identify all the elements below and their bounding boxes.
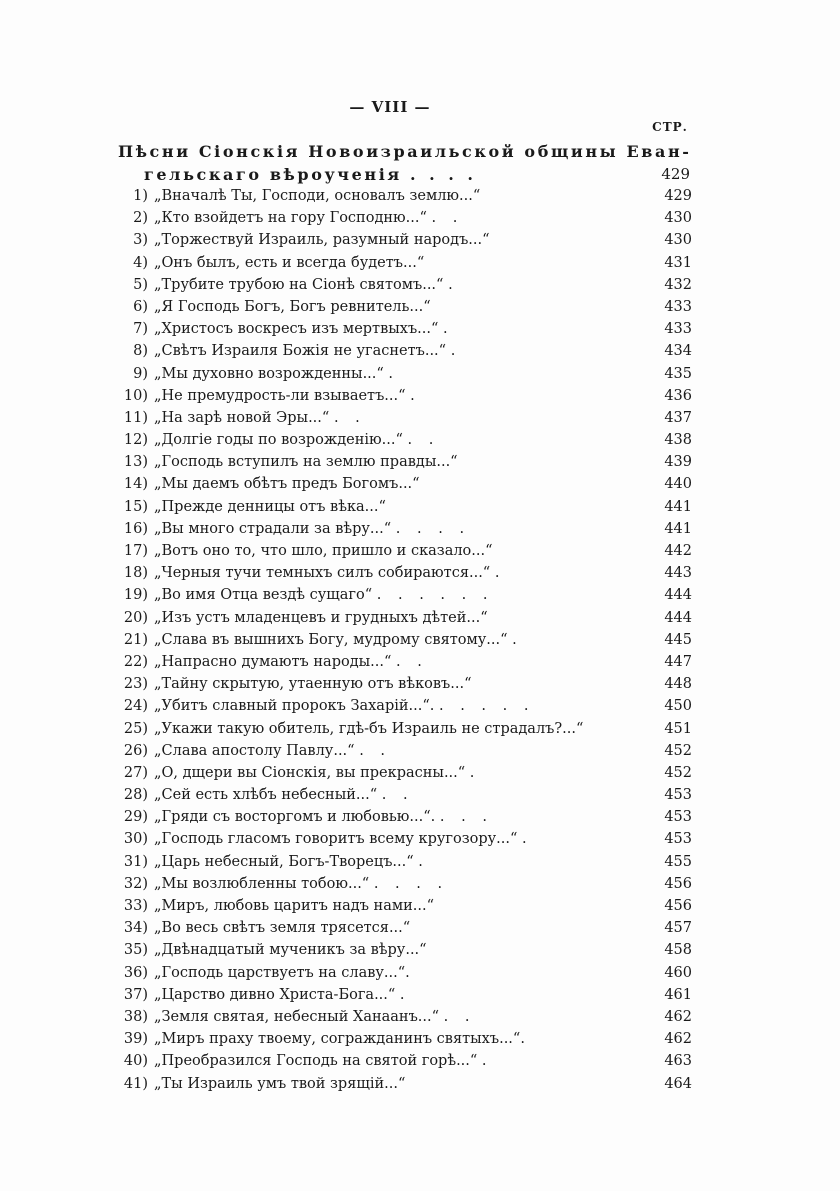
toc-entry-title [154, 584, 493, 606]
toc-entry-title [154, 695, 534, 717]
toc-entry-number: 29) [123, 809, 148, 826]
toc-entry-number: 19) [123, 587, 148, 604]
toc-entry-dots: . . [333, 409, 366, 426]
toc-entry-title [154, 806, 493, 828]
toc-entry [100, 318, 700, 340]
toc-entry [100, 984, 700, 1006]
toc-entry-title-text: „Царь небесный, Богъ-Творецъ...“ [154, 853, 414, 870]
toc-entry-number: 2) [133, 210, 148, 227]
toc-entry-number: 4) [133, 254, 148, 271]
toc-entry-number: 13) [123, 454, 148, 471]
toc-entry-dots: . . . . [395, 520, 471, 537]
toc-entry-page: 463 [664, 1053, 692, 1070]
toc-entry-title [154, 762, 480, 784]
toc-entry-number: 8) [133, 343, 148, 360]
toc-entry-title [154, 185, 480, 207]
toc-entry-dots: . . . [439, 809, 493, 826]
toc-entry-title-text: „Напрасно думаютъ народы...“ [154, 653, 392, 670]
toc-entry-title [154, 651, 428, 673]
toc-entry-title-text: „О, дщери вы Сіонскія, вы прекрасны...“ [154, 764, 466, 781]
toc-entry-number: 32) [123, 875, 148, 892]
toc-entry-dots: . [448, 276, 459, 293]
toc-entry [100, 451, 700, 473]
toc-entry-title [154, 296, 431, 318]
toc-entry-number: 15) [123, 498, 148, 515]
toc-entry-dots: . . [381, 787, 414, 804]
toc-entry-title [154, 984, 411, 1006]
toc-entry-title [154, 851, 429, 873]
toc-entry-number: 3) [133, 232, 148, 249]
toc-entry-title-text: „Вначалѣ Ты, Господи, основалъ землю...“ [154, 188, 481, 204]
toc-entry-page: 444 [664, 587, 692, 604]
toc-entry [100, 695, 700, 717]
toc-entry-title-text: „Мы даемъ обѣтъ предъ Богомъ...“ [154, 476, 420, 493]
toc-entry-title [154, 496, 386, 518]
toc-entry-page: 437 [664, 409, 692, 426]
toc-entry-page: 444 [664, 609, 692, 626]
toc-entry-page: 453 [664, 809, 692, 826]
toc-entry-page: 456 [664, 898, 692, 914]
toc-entry-number: 25) [123, 720, 148, 737]
toc-entry-title-text: „Господь гласомъ говоритъ всему кругозору...“ [154, 831, 518, 848]
toc-entry-page: 462 [664, 1008, 692, 1025]
toc-entry-title-text: „Вотъ оно то, что шло, пришло и сказало...“ [154, 543, 493, 559]
toc-entry-page: 457 [664, 920, 692, 937]
toc-entry-page: 451 [664, 720, 692, 737]
toc-entry-title [154, 207, 463, 229]
toc-entry-title [154, 673, 472, 695]
toc-entry-number: 28) [123, 787, 148, 804]
toc-entry-page: 433 [664, 321, 692, 338]
toc-entry-title-text: „Укажи такую обитель, гдѣ-бъ Израиль не страдалъ?...“ [154, 720, 584, 737]
toc-entry-number: 37) [123, 986, 148, 1003]
toc-entry-number: 1) [133, 188, 148, 204]
toc-entry-dots: . . [359, 742, 392, 759]
toc-entry-title-text: „Слава апостолу Павлу...“ [154, 742, 355, 759]
toc-entry-title-text: „Двѣнадцатый мученикъ за вѣру...“ [154, 942, 427, 959]
toc-entry [100, 407, 700, 429]
toc-entry-page: 441 [664, 520, 692, 537]
toc-entry-number: 7) [133, 321, 148, 338]
section-heading [118, 140, 698, 186]
toc-entry-title-text: „Не премудрость-ли взываетъ...“ [154, 387, 406, 404]
toc-entry-title [154, 1028, 525, 1050]
toc-entry-number: 20) [123, 609, 148, 626]
toc-entry-title-text: „Онъ былъ, есть и всегда будетъ...“ [154, 254, 425, 271]
toc-entry-title [154, 917, 410, 939]
toc-entry-title-text: „Преобразился Господь на святой горѣ...“ [154, 1053, 478, 1070]
toc-entry-title [154, 962, 410, 984]
toc-entry-dots: . . [407, 432, 440, 449]
toc-entry-dots: . . . . [373, 875, 449, 892]
toc-entry [100, 851, 700, 873]
toc-entry-page: 452 [664, 764, 692, 781]
toc-entry-page: 453 [664, 831, 692, 848]
toc-entry-number: 30) [123, 831, 148, 848]
toc-entry-title-text: „Гряди съ восторгомъ и любовью...“. [154, 809, 436, 826]
toc-entry-number: 16) [123, 520, 148, 537]
page-number: — VIII — [349, 98, 431, 116]
toc-entry [100, 385, 700, 407]
section-page-number: 429 [661, 165, 690, 183]
toc-entry [100, 629, 700, 651]
toc-entry-title [154, 451, 458, 473]
toc-entry-number: 24) [123, 698, 148, 715]
toc-entry [100, 518, 700, 540]
toc-entry-dots: . [399, 986, 411, 1003]
toc-entry-dots: . . [431, 210, 464, 227]
toc-entry-title-text: „Господь царствуетъ на славу...“. [154, 964, 410, 981]
toc-entry [100, 873, 700, 895]
toc-entry-page: 461 [664, 986, 692, 1003]
section-title-dots: . . . . [409, 165, 477, 184]
toc-entry-title [154, 518, 470, 540]
toc-entry-title-text: „Миръ праху твоему, согражданинъ святыхъ...“. [154, 1031, 525, 1048]
toc-entry-number: 18) [123, 565, 148, 582]
toc-entry [100, 207, 700, 229]
toc-entry-title [154, 629, 523, 651]
toc-entry [100, 429, 700, 451]
toc-entry-number: 17) [123, 543, 148, 559]
toc-entry-number: 11) [123, 409, 148, 426]
toc-entry-title [154, 718, 583, 740]
toc-entry [100, 828, 700, 850]
toc-entry-number: 39) [123, 1031, 148, 1048]
toc-entry-page: 452 [664, 742, 692, 759]
toc-entry [100, 1028, 700, 1050]
toc-entry-title-text: „Во весь свѣтъ земля трясется...“ [154, 920, 411, 937]
toc-entry-dots: . [418, 853, 429, 870]
toc-entry [100, 718, 700, 740]
toc-entry [100, 740, 700, 762]
toc-entry-title-text: „Христосъ воскресъ изъ мертвыхъ...“ [154, 321, 439, 338]
toc-entry [100, 607, 700, 629]
toc-entry-title-text: „Кто взойдетъ на гору Господню...“ [154, 210, 427, 227]
section-title-line-1: Пѣсни Сіонскія Новоизраильской общины Еван- [118, 142, 692, 161]
toc-entry-title [154, 740, 391, 762]
toc-entry-title-text: „Миръ, любовь царитъ надъ нами...“ [154, 898, 435, 914]
toc-entry [100, 274, 700, 296]
toc-entry [100, 1050, 700, 1072]
toc-entry-page: 443 [664, 565, 692, 582]
toc-entry [100, 962, 700, 984]
toc-entry-number: 14) [123, 476, 148, 493]
toc-entry [100, 1006, 700, 1028]
toc-entry-title-text: „Прежде денницы отъ вѣка...“ [154, 498, 386, 515]
toc-entry-page: 441 [664, 498, 692, 515]
toc-entry-title-text: „Изъ устъ младенцевъ и грудныхъ дѣтей...“ [154, 609, 488, 626]
toc-entry-number: 41) [123, 1075, 148, 1092]
toc-entry-page: 431 [664, 254, 692, 271]
toc-entry-title-text: „Ты Израиль умъ твой зрящій...“ [154, 1075, 406, 1092]
toc-entry [100, 363, 700, 385]
toc-entry-title [154, 562, 505, 584]
toc-entry-title-text: „Царство дивно Христа-Бога...“ [154, 986, 396, 1003]
toc-entry-title [154, 1073, 405, 1095]
toc-entry [100, 252, 700, 274]
toc-entry-page: 453 [664, 787, 692, 804]
toc-entry-page: 460 [664, 964, 692, 981]
toc-entry-title-text: „Трубите трубою на Сіонѣ святомъ...“ [154, 276, 444, 293]
toc-entry-dots: . . [443, 1008, 476, 1025]
toc-entry [100, 762, 700, 784]
toc-entry-page: 432 [664, 276, 692, 293]
toc-entry [100, 584, 700, 606]
toc-entry-title [154, 318, 454, 340]
toc-entry [100, 540, 700, 562]
toc-entry-page: 442 [664, 543, 692, 559]
toc-entry-title [154, 607, 488, 629]
toc-entry-dots: . [410, 387, 421, 404]
toc-entry-number: 27) [123, 764, 148, 781]
toc-entry-page: 434 [664, 343, 692, 360]
toc-entry-title [154, 540, 493, 562]
toc-entry-title [154, 939, 427, 961]
toc-entry-title [154, 340, 461, 362]
toc-entry-number: 36) [123, 964, 148, 981]
toc-entry-title-text: „Земля святая, небесный Ханаанъ...“ [154, 1008, 440, 1025]
page-column-header: СТР. [652, 120, 688, 134]
toc-entry-page: 456 [664, 875, 692, 892]
toc-entry [100, 917, 700, 939]
toc-entry-number: 38) [123, 1008, 148, 1025]
toc-entry-page: 450 [664, 698, 692, 715]
toc-entry-page: 438 [664, 432, 692, 449]
toc-entry [100, 673, 700, 695]
toc-entry-title-text: „Во имя Отца вездѣ сущаго“ [154, 587, 373, 604]
toc-entry-page: 429 [664, 188, 692, 204]
toc-entry-title-text: „Долгіе годы по возрожденію...“ [154, 432, 403, 449]
toc-entry [100, 185, 700, 207]
toc-entry-title [154, 873, 448, 895]
toc-entry [100, 229, 700, 251]
toc-entry-page: 448 [664, 676, 692, 693]
toc-entry-number: 22) [123, 653, 148, 670]
toc-entry-number: 9) [133, 365, 148, 382]
toc-entry-number: 10) [123, 387, 148, 404]
toc-entry-page: 430 [664, 232, 692, 249]
toc-entry [100, 806, 700, 828]
toc-entry [100, 562, 700, 584]
toc-entry-number: 31) [123, 853, 148, 870]
toc-entry-page: 458 [664, 942, 692, 959]
toc-entry [100, 340, 700, 362]
toc-entry-number: 33) [123, 898, 148, 914]
toc-entry-number: 6) [133, 298, 148, 315]
toc-entry [100, 296, 700, 318]
toc-entry-title-text: „Торжествуй Израиль, разумный народъ...“ [154, 232, 490, 249]
toc-entry-page: 464 [664, 1075, 692, 1092]
toc-entry-page: 435 [664, 365, 692, 382]
toc-entry-title-text: „Я Господь Богъ, Богъ ревнитель...“ [154, 298, 431, 315]
toc-entry-dots: . [512, 631, 523, 648]
toc-entry-page: 445 [664, 631, 692, 648]
toc-entry-number: 5) [133, 276, 148, 293]
toc-entry-title [154, 229, 490, 251]
toc-entry-title [154, 895, 434, 917]
toc-entry-number: 35) [123, 942, 148, 959]
toc-entry-title-text: „Черныя тучи темныхъ силъ собираются...“ [154, 565, 491, 582]
toc-entry-page: 430 [664, 210, 692, 227]
toc-entry [100, 895, 700, 917]
toc-entry-title [154, 1006, 475, 1028]
toc-entry-list [100, 185, 700, 1095]
toc-entry-number: 23) [123, 676, 148, 693]
toc-entry-title [154, 828, 533, 850]
toc-entry-title-text: „На зарѣ новой Эры...“ [154, 409, 330, 426]
toc-entry-title [154, 274, 459, 296]
toc-entry-dots: . [494, 565, 506, 582]
toc-entry-dots: . [469, 764, 481, 781]
toc-entry-title [154, 252, 424, 274]
toc-entry-title-text: „Вы много страдали за вѣру...“ [154, 520, 392, 537]
toc-entry-title-text: „Слава въ вышнихъ Богу, мудрому святому...“ [154, 631, 508, 648]
section-title-line-2 [118, 163, 698, 186]
toc-entry-title [154, 784, 414, 806]
toc-entry-title [154, 473, 420, 495]
toc-entry-title [154, 1050, 493, 1072]
toc-entry-number: 40) [123, 1053, 148, 1070]
toc-entry [100, 1073, 700, 1095]
toc-entry-title-text: „Господь вступилъ на землю правды...“ [154, 454, 458, 471]
toc-entry-title-text: „Тайну скрытую, утаенную отъ вѣковъ...“ [154, 676, 472, 693]
toc-entry-dots: . . . . . . [376, 587, 494, 604]
toc-entry-page: 462 [664, 1031, 692, 1048]
toc-entry-dots: . [481, 1053, 493, 1070]
toc-entry-title [154, 429, 439, 451]
toc-entry [100, 784, 700, 806]
toc-entry-title [154, 363, 399, 385]
toc-entry-page: 447 [664, 653, 692, 670]
section-title-text: гельскаго вѣроученія [144, 165, 402, 184]
toc-entry [100, 473, 700, 495]
toc-entry-title [154, 385, 421, 407]
toc-entry [100, 496, 700, 518]
toc-entry-title-text: „Свѣтъ Израиля Божія не угаснетъ...“ [154, 343, 447, 360]
toc-entry-title-text: „Убитъ славный пророкъ Захарій...“. [154, 698, 435, 715]
toc-entry-page: 440 [664, 476, 692, 493]
toc-entry-page: 433 [664, 298, 692, 315]
toc-entry-title-text: „Мы духовно возрожденны...“ [154, 365, 384, 382]
toc-entry-dots: . [522, 831, 533, 848]
toc-entry-dots: . [388, 365, 400, 382]
toc-entry-title-text: „Сей есть хлѣбъ небесный...“ [154, 787, 378, 804]
toc-entry-title-text: „Мы возлюбленны тобою...“ [154, 875, 370, 892]
toc-entry-page: 455 [664, 853, 692, 870]
toc-entry-number: 21) [123, 631, 148, 648]
toc-entry-dots: . [450, 343, 462, 360]
toc-entry-page: 439 [664, 454, 692, 471]
toc-entry [100, 651, 700, 673]
toc-entry-number: 12) [123, 432, 148, 449]
toc-entry-dots: . . . . . [439, 698, 535, 715]
toc-entry [100, 939, 700, 961]
toc-entry-title [154, 407, 366, 429]
toc-entry-number: 26) [123, 742, 148, 759]
toc-entry-dots: . [443, 321, 454, 338]
toc-entry-dots: . . [396, 653, 428, 670]
toc-entry-number: 34) [123, 920, 148, 937]
toc-entry-page: 436 [664, 387, 692, 404]
